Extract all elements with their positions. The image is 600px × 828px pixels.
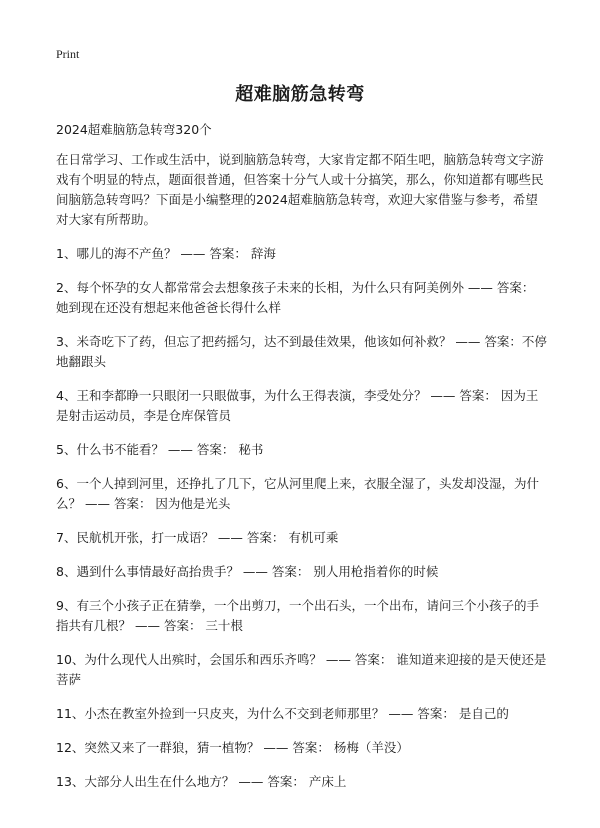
print-link[interactable]: Print [56, 47, 80, 61]
riddle-item-9: 9、有三个小孩子正在猜拳，一个出剪刀，一个出石头，一个出布，请问三个小孩子的手指共有几根？ —— 答案： 三十根 [56, 598, 539, 633]
riddle-item-10: 10、为什么现代人出殡时，会国乐和西乐齐鸣？ —— 答案： 谁知道来迎接的是天使还是菩萨 [56, 652, 547, 687]
riddle-item-5: 5、什么书不能看？ —— 答案： 秘书 [56, 442, 264, 457]
riddle-item-13: 13、大部分人出生在什么地方？ —— 答案： 产床上 [56, 774, 347, 789]
riddle-item-1: 1、哪儿的海不产鱼？ —— 答案： 辞海 [56, 246, 276, 261]
riddle-item-3: 3、米奇吃下了药，但忘了把药摇匀，达不到最佳效果，他该如何补救？ —— 答案：不停地翻跟头 [56, 334, 547, 369]
riddle-item-11: 11、小杰在教室外捡到一只皮夹，为什么不交到老师那里？ —— 答案： 是自己的 [56, 706, 509, 721]
riddle-item-6: 6、一个人掉到河里，还挣扎了几下，它从河里爬上来，衣服全湿了，头发却没湿，为什么？ —— 答案： 因为他是光头 [56, 476, 539, 511]
document-body [56, 150, 548, 806]
intro-paragraph: 在日常学习、工作或生活中，说到脑筋急转弯，大家肯定都不陌生吧，脑筋急转弯文字游戏有个明显的特点，题面很普通，但答案十分气人或十分搞笑，那么，你知道都有哪些民间脑筋急转弯吗？下面是小编整理的2024超难脑筋急转弯，欢迎大家借鉴与参考，希望对大家有所帮助。 [56, 152, 544, 227]
riddle-item-2: 2、每个怀孕的女人都常常会去想象孩子未来的长相，为什么只有阿美例外 —— 答案： 她到现在还没有想起来他爸爸长得什么样 [56, 280, 535, 315]
document-subtitle: 2024超难脑筋急转弯320个 [56, 122, 212, 137]
page-title: 超难脑筋急转弯 [235, 84, 365, 105]
riddle-item-4: 4、王和李都睁一只眼闭一只眼做事，为什么王得表演，李受处分？ —— 答案： 因为王是射击运动员，李是仓库保管员 [56, 388, 539, 423]
riddle-item-12: 12、突然又来了一群狼，猜一植物？ —— 答案： 杨梅（羊没） [56, 740, 409, 755]
riddle-item-8: 8、遇到什么事情最好高抬贵手？ —— 答案： 别人用枪指着你的时候 [56, 564, 439, 579]
riddle-item-7: 7、民航机开张，打一成语？ —— 答案： 有机可乘 [56, 530, 339, 545]
